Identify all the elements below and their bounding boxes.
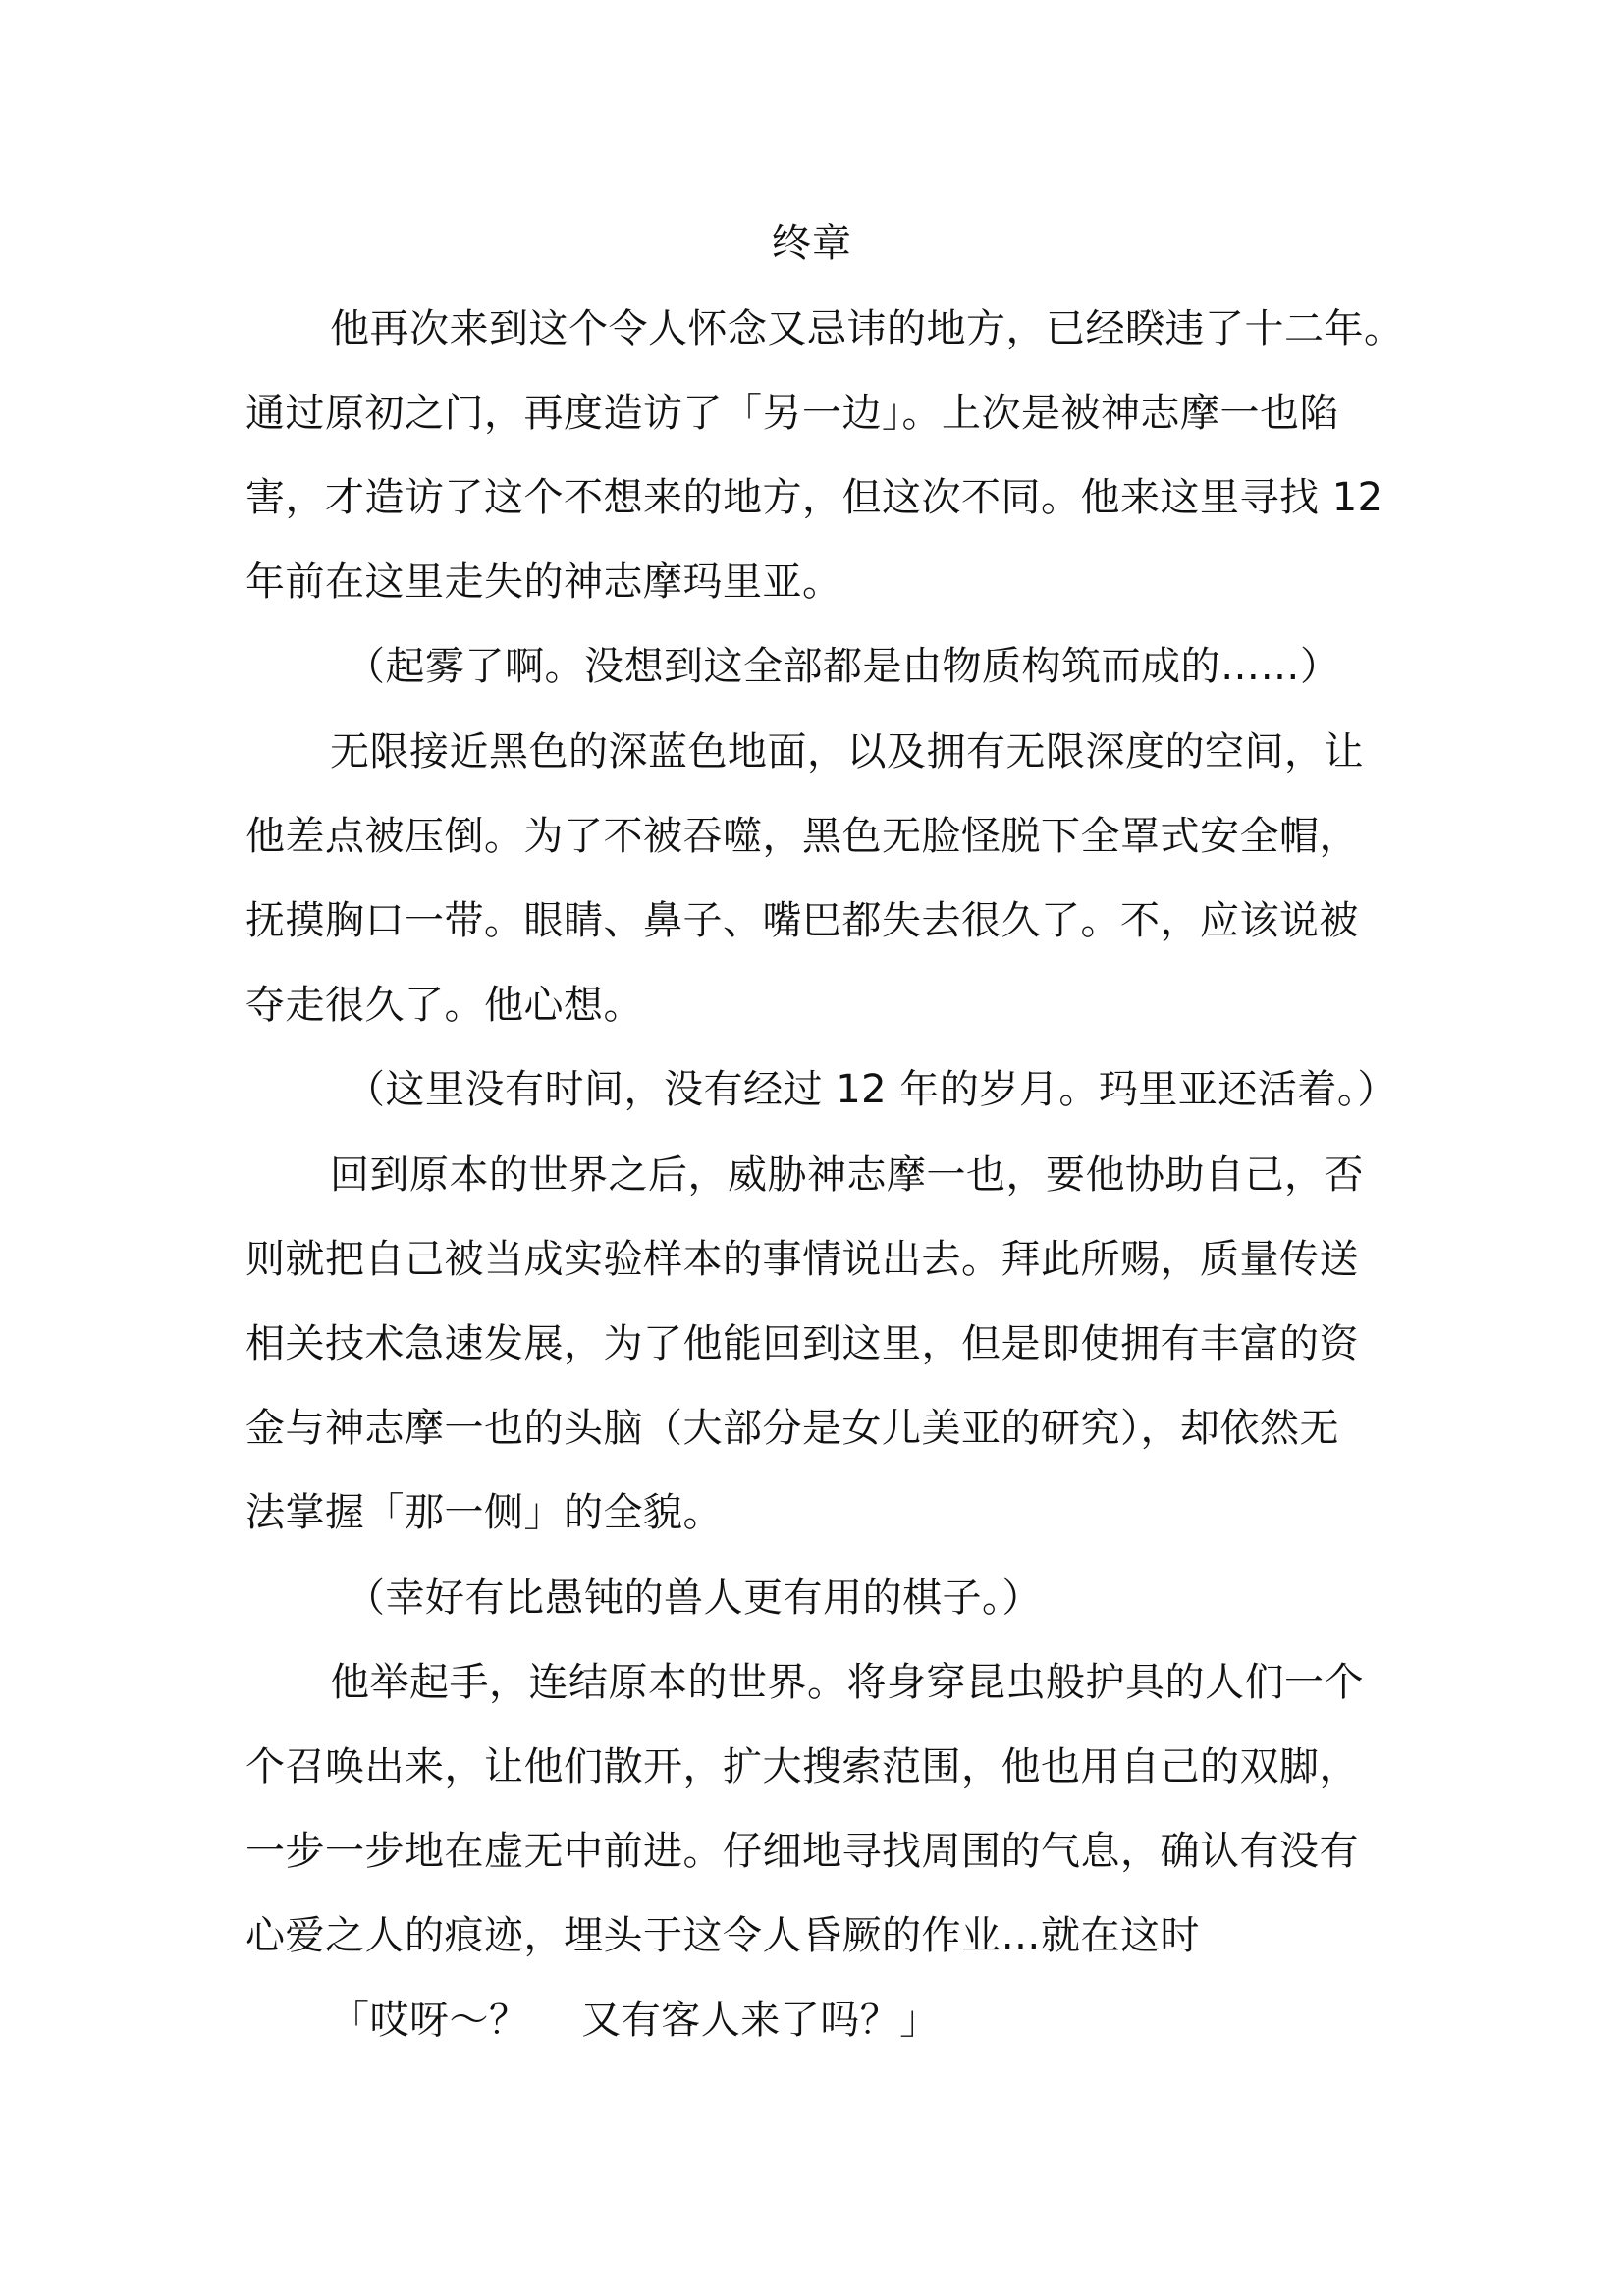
paragraph-line: 心爱之人的痕迹，埋头于这令人昏厥的作业…就在这时	[245, 1913, 1200, 1958]
paragraph-line: 法掌握「那一侧」的全貌。	[245, 1490, 723, 1535]
paragraph-line: 他差点被压倒。为了不被吞噬，黑色无脸怪脱下全罩式安全帽，	[245, 814, 1359, 859]
dialogue-line: （幸好有比愚钝的兽人更有用的棋子。）	[346, 1575, 1042, 1621]
paragraph-line: 抚摸胸口一带。眼睛、鼻子、嘴巴都失去很久了。不，应该说被	[245, 898, 1359, 943]
paragraph-line: 金与神志摩一也的头脑（大部分是女儿美亚的研究），却依然无	[245, 1406, 1339, 1451]
paragraph-line: 通过原初之门，再度造访了「另一边」。上次是被神志摩一也陷	[245, 391, 1339, 436]
chapter-title: 终章	[772, 221, 852, 266]
dialogue-line: （这里没有时间，没有经过 12 年的岁月。玛里亚还活着。）	[346, 1067, 1397, 1112]
paragraph-line: 无限接近黑色的深蓝色地面，以及拥有无限深度的空间，让	[330, 729, 1364, 774]
paragraph-line: 年前在这里走失的神志摩玛里亚。	[245, 560, 842, 605]
paragraph-line: 则就把自己被当成实验样本的事情说出去。拜此所赐，质量传送	[245, 1237, 1359, 1282]
paragraph-line: 夺走很久了。他心想。	[245, 983, 643, 1028]
paragraph-line: 他举起手，连结原本的世界。将身穿昆虫般护具的人们一个	[330, 1660, 1364, 1705]
paragraph-line: 个召唤出来，让他们散开，扩大搜索范围，他也用自己的双脚，	[245, 1744, 1359, 1789]
paragraph-line: 害，才造访了这个不想来的地方，但这次不同。他来这里寻找 12	[245, 475, 1383, 520]
paragraph-line: 他再次来到这个令人怀念又忌讳的地方，已经睽违了十二年。	[330, 306, 1404, 351]
dialogue-line: （起雾了啊。没想到这全部都是由物质构筑而成的……）	[346, 644, 1340, 689]
paragraph-line: 回到原本的世界之后，威胁神志摩一也，要他协助自己，否	[330, 1152, 1364, 1198]
paragraph-line: 相关技术急速发展，为了他能回到这里，但是即使拥有丰富的资	[245, 1321, 1359, 1366]
dialogue-line: 「哎呀～？ 又有客人来了吗？」	[330, 1998, 940, 2043]
paragraph-line: 一步一步地在虚无中前进。仔细地寻找周围的气息，确认有没有	[245, 1829, 1359, 1874]
